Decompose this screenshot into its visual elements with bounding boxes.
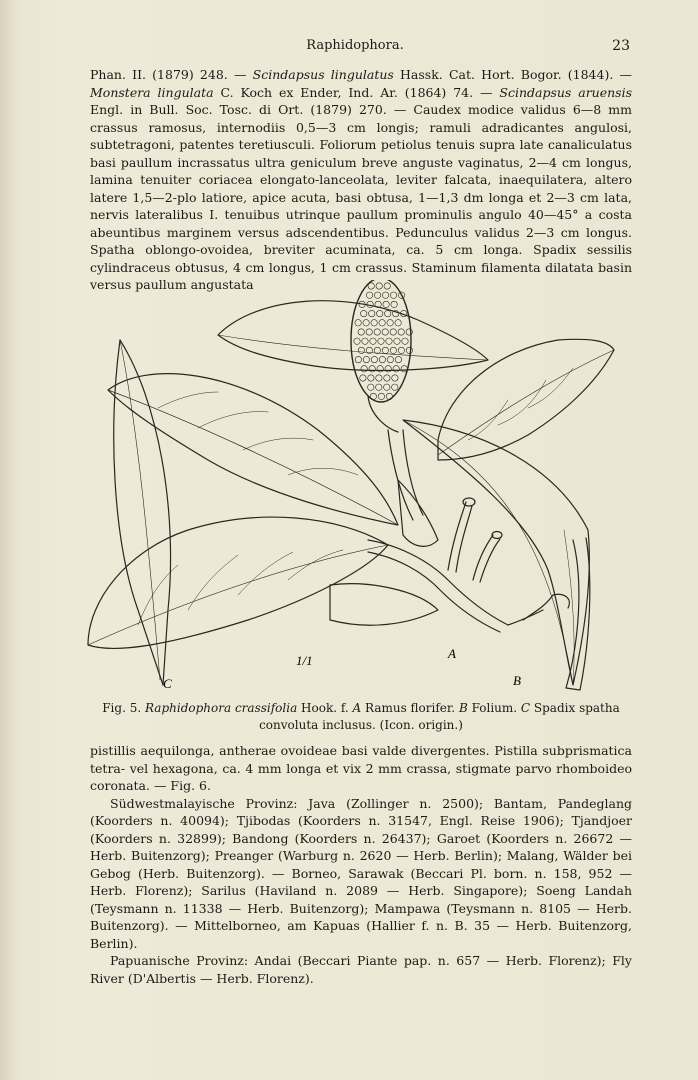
spadix-flower-cell	[374, 329, 380, 335]
spadix-flower-cell	[358, 329, 364, 335]
spadix-flower-cell	[387, 356, 393, 362]
spadix-flower-cell	[368, 375, 374, 381]
spadix-flower-cell	[395, 356, 401, 362]
spadix-flower-cell	[361, 366, 367, 372]
spadix-flower-cell	[384, 384, 390, 390]
leaf-upper-right	[438, 339, 614, 460]
spadix-flower-cell	[383, 301, 389, 307]
spadix-flower-cell	[360, 375, 366, 381]
spadix-flower-cell	[368, 384, 374, 390]
label-c: C	[163, 676, 172, 691]
leaf-back-outline	[114, 340, 163, 685]
leaf-upper-left	[108, 374, 398, 525]
description-paragraph	[90, 66, 632, 294]
spadix-flower-cell	[374, 292, 380, 298]
spadix-flower-cell	[361, 310, 367, 316]
spadix-flower-cell	[376, 375, 382, 381]
spadix-flower-cell	[371, 320, 377, 326]
spadix-flower-cell	[377, 310, 383, 316]
caption-a-text: Ramus florifer.	[361, 701, 459, 715]
spadix-flower-cell	[378, 393, 384, 399]
scale-label: 1/1	[296, 653, 313, 668]
text-run: Hassk. Cat. Hort. Bogor. (1844). —	[393, 67, 632, 82]
spadix-flower-cell	[392, 384, 398, 390]
body-paragraph-3: Papuanische Provinz: Andai (Beccari Piante pap. n. 657 — Herb. Florenz); Fly River (D'Albertis — Herb. Florenz).	[90, 953, 632, 986]
spadix-flower-cell	[398, 329, 404, 335]
caption-c-text: Spadix spatha convoluta inclusus. (Icon. origin.)	[259, 701, 620, 732]
body-paragraph-1: pistillis aequilonga, antherae ovoideae basi valde divergentes. Pistilla subprismatica tetra- vel hexagona, ca. 4 mm longa et vix 2 mm crassa, stigmate parvo rhomboideo coronata. — Fig. 6.	[90, 743, 632, 793]
spadix-flower-cell	[378, 338, 384, 344]
spadix-flower-cell	[374, 347, 380, 353]
leaf-small-lower	[330, 584, 438, 625]
spadix-flower-cell	[406, 347, 412, 353]
spadix-flower-cell	[391, 301, 397, 307]
spadix-flower-cell	[395, 320, 401, 326]
spadix-flower-cell	[363, 320, 369, 326]
spadix-flower-cell	[355, 356, 361, 362]
spadix-flower-cell	[363, 356, 369, 362]
figure-caption	[90, 700, 632, 734]
spadix-flower-cell	[387, 320, 393, 326]
spadix-flower-cell	[376, 283, 382, 289]
spadix-flower-cell	[370, 338, 376, 344]
caption-b-text: Folium.	[467, 701, 521, 715]
spadix-flower-cell	[376, 384, 382, 390]
spadix-flower-cell	[379, 356, 385, 362]
label-a: A	[448, 646, 456, 661]
spadix-flower-cell	[390, 347, 396, 353]
synonym-name: Monstera lingulata	[90, 84, 214, 100]
spadix-flower-cell	[394, 338, 400, 344]
page-number: 23	[612, 38, 630, 54]
spadix-flower-cell	[385, 310, 391, 316]
spadix-flower-cell	[384, 283, 390, 289]
spadix-flower-cell	[369, 310, 375, 316]
caption-a-label: A	[352, 701, 362, 715]
spadix-flower-cell	[358, 347, 364, 353]
spadix-flower-cell	[386, 338, 392, 344]
spadix-flower-cell	[371, 356, 377, 362]
spadix-flower-cell	[382, 347, 388, 353]
aerial-root	[448, 502, 472, 572]
caption-species: Raphidophora crassifolia	[145, 701, 298, 715]
spadix-flower-cell	[368, 283, 374, 289]
label-b: B	[513, 673, 521, 688]
main-stem	[368, 540, 508, 632]
spadix-flower-cell	[390, 292, 396, 298]
spadix-flower-cell	[402, 338, 408, 344]
spadix-flower-cell	[386, 393, 392, 399]
spadix-stalk	[388, 430, 423, 520]
spadix-flower-cell	[392, 375, 398, 381]
botanical-illustration	[68, 280, 634, 695]
spadix-flower-cell	[355, 320, 361, 326]
plant-drawing	[68, 280, 634, 695]
caption-c-label: C	[520, 701, 531, 715]
spadix-flower-cell	[366, 329, 372, 335]
leaf-lower-left	[88, 517, 388, 648]
spadix-flower-cell	[370, 393, 376, 399]
leaf-right-b	[403, 420, 589, 685]
spadix-flower-cell	[393, 366, 399, 372]
spadix-flower-cell	[366, 292, 372, 298]
spadix-flower-cell	[369, 366, 375, 372]
spadix-flower-cell	[385, 366, 391, 372]
caption-author: Hook. f.	[297, 701, 353, 715]
text-run: Engl. in Bull. Soc. Tosc. di Ort. (1879) 270. — Caudex modice validus 6—8 mm crassus ramosus, internodiis 0,5—3 cm longis; ramuli adradicantes angulosi, subtetragoni, patentes teretiusculi. Foliorum petiolus tenuis supra late canaliculatus basi paullum incrassatus ultra geniculum breve anguste vaginatus, 2—4 cm longus, lamina tenuiter coriacea elongato-lanceolata, leviter falcata, inaequilatera, altero latere 1,5—2-plo latiore, apice acuta, basi obtusa, 1—1,3 dm longa et 2—3 cm lata, nervis lateralibus I. tenuibus utrinque paullum prominulis angulo 40—45° a costa abeuntibus marginem versus adscendentibus. Pedunculus validus 2—3 cm longus. Spatha oblongo-ovoidea, breviter acuminata, ca. 5 cm longa. Spadix sessilis cylindraceus obtusus, 4 cm longus, 1 cm crassus. Staminum filamenta dilatata basin versus paullum angustata	[90, 102, 632, 292]
synonym-name: Scindapsus aruensis	[499, 84, 632, 100]
body-paragraph-2: Südwestmalayische Provinz: Java (Zollinger n. 2500); Bantam, Pandeglang (Koorders n. 40094); Tjibodas (Koorders n. 31547, Engl. Reise 1906); Tjandjoer (Koorders n. 32899); Bandong (Koorders n. 26437); Garoet (Koorders n. 26672 — Herb. Buitenzorg); Preanger (Warburg n. 2620 — Herb. Berlin); Malang, Wälder bei Gebog (Herb. Buitenzorg). — Borneo, Sarawak (Beccari Pl. born. n. 158, 952 — Herb. Florenz); Sarilus (Haviland n. 2089 — Herb. Singapore); Soeng Landah (Teysmann n. 11338 — Herb. Buitenzorg); Mampawa (Teysmann n. 8105 — Herb. Buitenzorg). — Mittelborneo, am Kapuas (Hallier f. n. B. 35 — Herb. Buitenzorg, Berlin).	[90, 795, 632, 951]
spadix-flower-cell	[362, 338, 368, 344]
spadix-flower-cell	[382, 329, 388, 335]
spadix-flower-cell	[401, 366, 407, 372]
body-text	[90, 742, 632, 987]
spadix-flower-cell	[382, 292, 388, 298]
spadix-flower-cell	[384, 375, 390, 381]
caption-b-label: B	[458, 701, 468, 715]
caption-fig-number: Fig. 5.	[102, 701, 142, 715]
spadix-flower-cell	[354, 338, 360, 344]
page-header	[80, 38, 630, 60]
spathe	[398, 480, 438, 546]
spadix-flower-cell	[379, 320, 385, 326]
running-title: Raphidophora.	[306, 38, 404, 53]
spadix-flower-cell	[390, 329, 396, 335]
spadix-flower-cell	[398, 347, 404, 353]
text-run: C. Koch ex Ender, Ind. Ar. (1864) 74. —	[213, 84, 500, 100]
synonym-name: Scindapsus lingulatus	[252, 67, 394, 82]
text-run: Phan. II. (1879) 248. —	[90, 67, 253, 82]
